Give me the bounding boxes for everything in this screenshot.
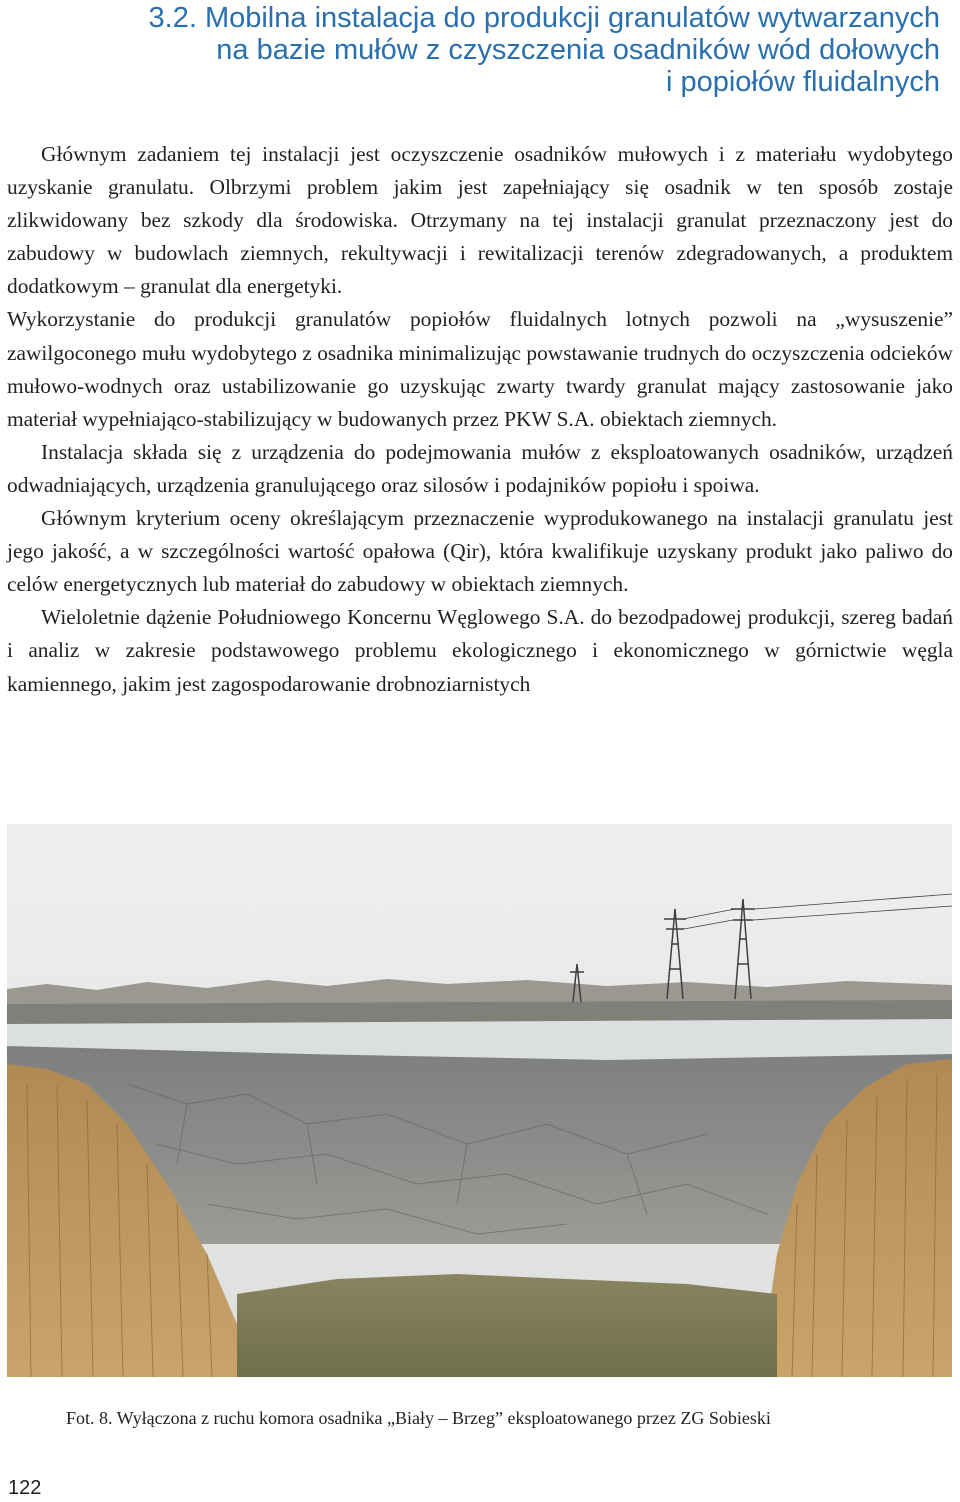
- section-number: 3.2.: [148, 2, 197, 34]
- paragraph-1: Głównym zadaniem tej instalacji jest oczyszczenie osadników mułowych i z materiału wydobytego uzyskanie granulatu. Olbrzymi problem jakim jest zapełniający się osadnik w ten sposób zostaje zlikwidowany bez szkody dla środowiska. Otrzymany na tej instalacji granulat przeznaczony jest do zabudowy w budowlach ziemnych, rekultywacji i rewitalizacji terenów zdegradowanych, a produktem dodatkowym – granulat dla energetyki.: [7, 142, 953, 299]
- paragraph-5: Wieloletnie dążenie Południowego Koncernu Węglowego S.A. do bezodpadowej produkcji, szereg badań i analiz w zakresie podstawowego problemu ekologicznego i ekonomicznego w górnictwie węgla kamiennego, jakim jest zagospodarowanie drobnoziarnistych: [7, 605, 953, 696]
- heading-line-3: i popiołów fluidalnych: [665, 66, 940, 98]
- body-text: [7, 138, 953, 701]
- paragraph-3: Instalacja składa się z urządzenia do podejmowania mułów z eksploatowanych osadników, urządzeń odwadniających, urządzenia granulującego oraz silosów i podajników popiołu i spoiwa.: [7, 439, 953, 497]
- landscape-photo-icon: [7, 824, 952, 1377]
- paragraph-4: Głównym kryterium oceny określającym przeznaczenie wyprodukowanego na instalacji granulatu jest jego jakość, a w szczególności wartość opałowa (Qir), która kwalifikuje uzyskany produkt jako paliwo do celów energetycznych lub materiał do zabudowy w obiektach ziemnych.: [7, 506, 953, 597]
- section-heading: [0, 2, 940, 98]
- heading-line-2: na bazie mułów z czyszczenia osadników wód dołowych: [216, 34, 940, 66]
- page-number: 122: [8, 1477, 42, 1499]
- heading-text-1: Mobilna instalacja do produkcji granulatów wytwarzanych: [204, 2, 940, 34]
- heading-line-1: [0, 2, 940, 34]
- paragraph-2: Wykorzystanie do produkcji granulatów popiołów fluidalnych lotnych pozwoli na „wysuszenie” zawilgoconego mułu wydobytego z osadnika minimalizując powstawanie trudnych do oczyszczenia odcieków mułowo-wodnych oraz ustabilizowanie go uzyskując zwarty twardy granulat mający zastosowanie jako materiał wypełniająco-stabilizujący w budowanych przez PKW S.A. obiektach ziemnych.: [7, 307, 953, 431]
- settling-pond-photo: [7, 824, 952, 1377]
- figure-caption: Fot. 8. Wyłączona z ruchu komora osadnika „Biały – Brzeg” eksploatowanego przez ZG Sobieski: [66, 1408, 771, 1428]
